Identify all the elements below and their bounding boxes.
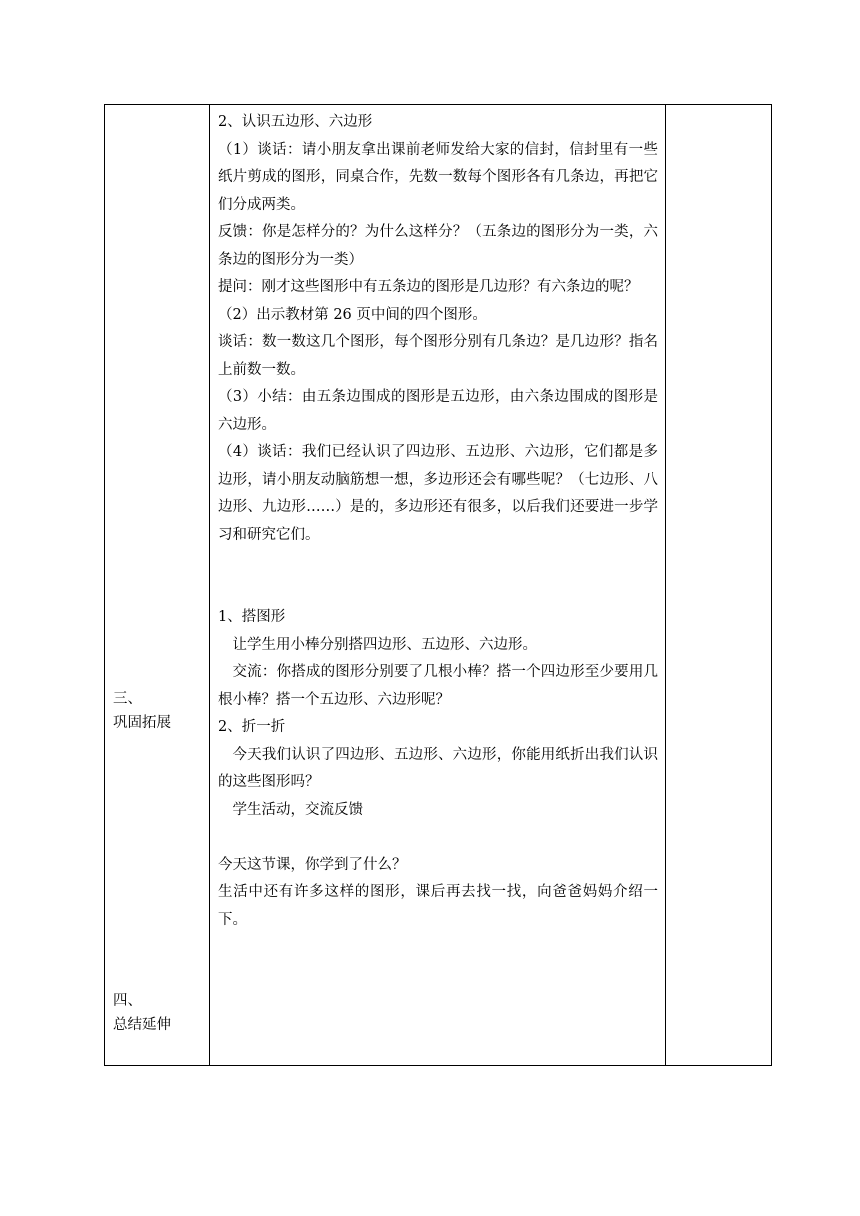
item-heading: 1、搭图形 (218, 609, 286, 625)
stage-title: 巩固拓展 (113, 715, 171, 731)
paragraph: （3）小结：由五条边围成的图形是五边形，由六条边围成的图形是六边形。 (218, 389, 658, 433)
stage-column (105, 105, 210, 1066)
paragraph: 今天这节课，你学到了什么？ (218, 856, 407, 873)
stage-title: 总结延伸 (113, 1017, 171, 1033)
stage-number: 三、 (113, 691, 142, 707)
stage-number: 四、 (113, 993, 142, 1009)
paragraph: 谈话：数一数这几个图形，每个图形分别有几条边？是几边形？指名上前数一数。 (218, 334, 658, 378)
paragraph: （1）谈话：请小朋友拿出课前老师发给大家的信封，信封里有一些纸片剪成的图形，同桌合作，先数一数每个图形各有几条边，再把它们分成两类。 (218, 141, 658, 213)
paragraph: 反馈：你是怎样分的？为什么这样分？（五条边的图形分为一类，六条边的图形分为一类） (218, 224, 658, 268)
item-heading: 2、折一折 (218, 719, 286, 735)
paragraph: 让学生用小棒分别搭四边形、五边形、六边形。 (232, 636, 537, 653)
paragraph: 交流：你搭成的图形分别要了几根小棒？搭一个四边形至少要用几根小棒？搭一个五边形、六边形呢？ (218, 664, 658, 708)
paragraph: 提问：刚才这些图形中有五条边的图形是几边形？有六条边的呢？ (218, 279, 639, 295)
paragraph: 今天我们认识了四边形、五边形、六边形，你能用纸折出我们认识的这些图形吗？ (218, 746, 658, 790)
notes-column (666, 105, 772, 1066)
lesson-plan-table (104, 104, 772, 1066)
section-heading: 2、认识五边形、六边形 (218, 114, 373, 130)
paragraph: 学生活动，交流反馈 (232, 801, 363, 818)
content-column (210, 105, 666, 1066)
paragraph: 生活中还有许多这样的图形，课后再去找一找，向爸爸妈妈介绍一下。 (218, 884, 658, 928)
spacer (218, 549, 658, 604)
paragraph: （4）谈话：我们已经认识了四边形、五边形、六边形，它们都是多边形，请小朋友动脑筋想一想，多边形还会有哪些呢？（七边形、八边形、九边形……）是的，多边形还有很多，以后我们还要进一步学习和研究它们。 (218, 444, 658, 543)
stage-label-consolidation (113, 687, 171, 735)
spacer (218, 824, 658, 852)
content-body (210, 105, 665, 934)
stage-label-summary (113, 989, 171, 1037)
paragraph: （2）出示教材第 26 页中间的四个图形。 (218, 306, 487, 323)
